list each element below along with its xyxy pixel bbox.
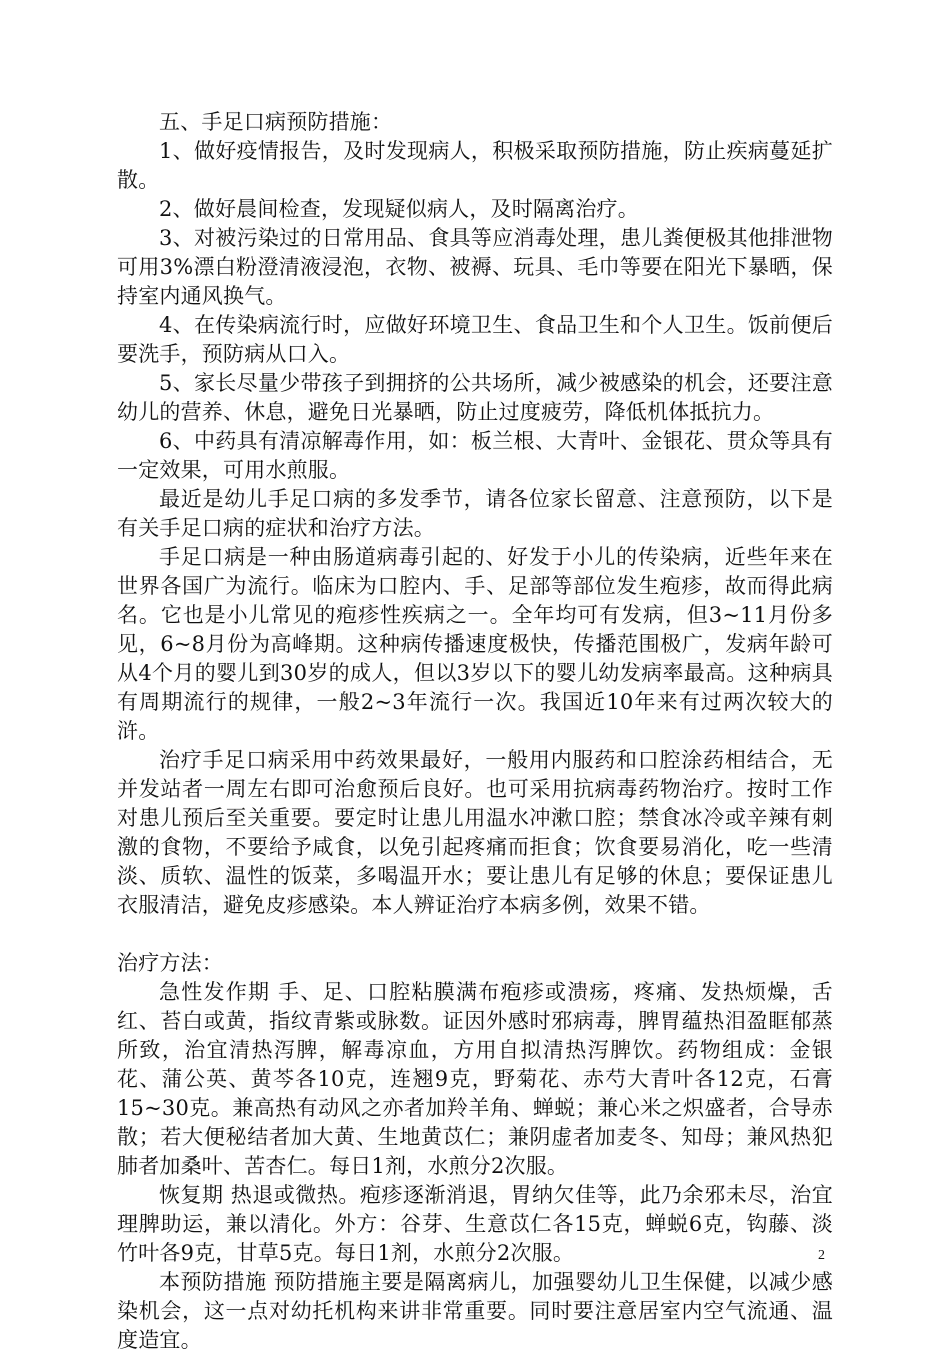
paragraph-item-4: 4、在传染病流行时，应做好环境卫生、食品卫生和个人卫生。饭前便后要洗手，预防病从口入。 (117, 313, 833, 366)
paragraph-recovery-phase: 恢复期 热退或微热。疱疹逐渐消退，胃纳欠佳等，此乃余邪未尽，治宜理脾助运，兼以清化。外方：谷芽、生意苡仁各15克，蝉蜕6克，钩藤、淡竹叶各9克，甘草5克。每日1剂，水煎分2次服。 (117, 1183, 833, 1265)
blank-line (117, 920, 833, 949)
paragraph-item-5: 5、家长尽量少带孩子到拥挤的公共场所，减少被感染的机会，还要注意幼儿的营养、休息，避免日光暴晒，防止过度疲劳，降低机体抵抗力。 (117, 371, 833, 424)
paragraph-item-1: 1、做好疫情报告，及时发现病人，积极采取预防措施，防止疾病蔓延扩散。 (117, 139, 833, 192)
section-heading-prevention: 五、手足口病预防措施： (159, 110, 393, 134)
page-number: 2 (818, 1248, 825, 1263)
paragraph-disease-description: 手足口病是一种由肠道病毒引起的、好发于小儿的传染病，近些年来在世界各国广为流行。临床为口腔内、手、足部等部位发生疱疹，故而得此病名。它也是小儿常见的疱疹性疾病之一。全年均可有发病，但3~11月份多见，6~8月份为高峰期。这种病传播速度极快，传播范围极广，发病年龄可从4个月的婴儿到30岁的成人，但以3岁以下的婴儿幼发病率最高。这种病具有周期流行的规律，一般2~3年流行一次。我国近10年来有过两次较大的浒。 (117, 545, 833, 743)
paragraph-acute-phase: 急性发作期 手、足、口腔粘膜满布疱疹或溃疡，疼痛、发热烦燥，舌红、苔白或黄，指纹青紫或脉数。证因外感时邪病毒，脾胃蕴热泪盈眶郁蒸所致，治宜清热泻脾，解毒凉血，方用自拟清热泻脾饮。药物组成：金银花、蒲公英、黄芩各10克，连翘9克，野菊花、赤芍大青叶各12克，石膏15~30克。兼高热有动风之亦者加羚羊角、蝉蜕；兼心米之炽盛者，合导赤散；若大便秘结者加大黄、生地黄苡仁；兼阴虚者加麦冬、知母；兼风热犯肺者加桑叶、苦杏仁。每日1剂，水煎分2次服。 (117, 980, 833, 1178)
paragraph-item-2: 2、做好晨间检查，发现疑似病人，及时隔离治疗。 (159, 197, 639, 221)
paragraph-item-3: 3、对被污染过的日常用品、食具等应消毒处理，患儿粪便极其他排泄物可用3%漂白粉澄清液浸泡，衣物、被褥、玩具、毛巾等要在阳光下暴晒，保持室内通风换气。 (117, 226, 833, 308)
paragraph-prevention-measures: 本预防措施 预防措施主要是隔离病儿，加强婴幼儿卫生保健，以减少感染机会，这一点对幼托机构来讲非常重要。同时要注意居室内空气流通、温度造宜。 (117, 1270, 833, 1352)
paragraph-intro: 最近是幼儿手足口病的多发季节，请各位家长留意、注意预防，以下是有关手足口病的症状和治疗方法。 (117, 487, 833, 540)
paragraph-treatment-overview: 治疗手足口病采用中药效果最好，一般用内服药和口腔涂药相结合，无并发站者一周左右即可治愈预后良好。也可采用抗病毒药物治疗。按时工作对患儿预后至关重要。要定时让患儿用温水冲漱口腔；禁食冰冷或辛辣有刺激的食物，不要给予咸食，以免引起疼痛而拒食；饮食要易消化，吃一些清淡、质软、温性的饭菜，多喝温开水；要让患儿有足够的休息；要保证患儿衣服清洁，避免皮疹感染。本人辨证治疗本病多例，效果不错。 (117, 748, 833, 917)
document-body (117, 108, 833, 1355)
treatment-heading: 治疗方法： (117, 951, 223, 975)
paragraph-item-6: 6、中药具有清凉解毒作用，如：板兰根、大青叶、金银花、贯众等具有一定效果，可用水煎服。 (117, 429, 833, 482)
